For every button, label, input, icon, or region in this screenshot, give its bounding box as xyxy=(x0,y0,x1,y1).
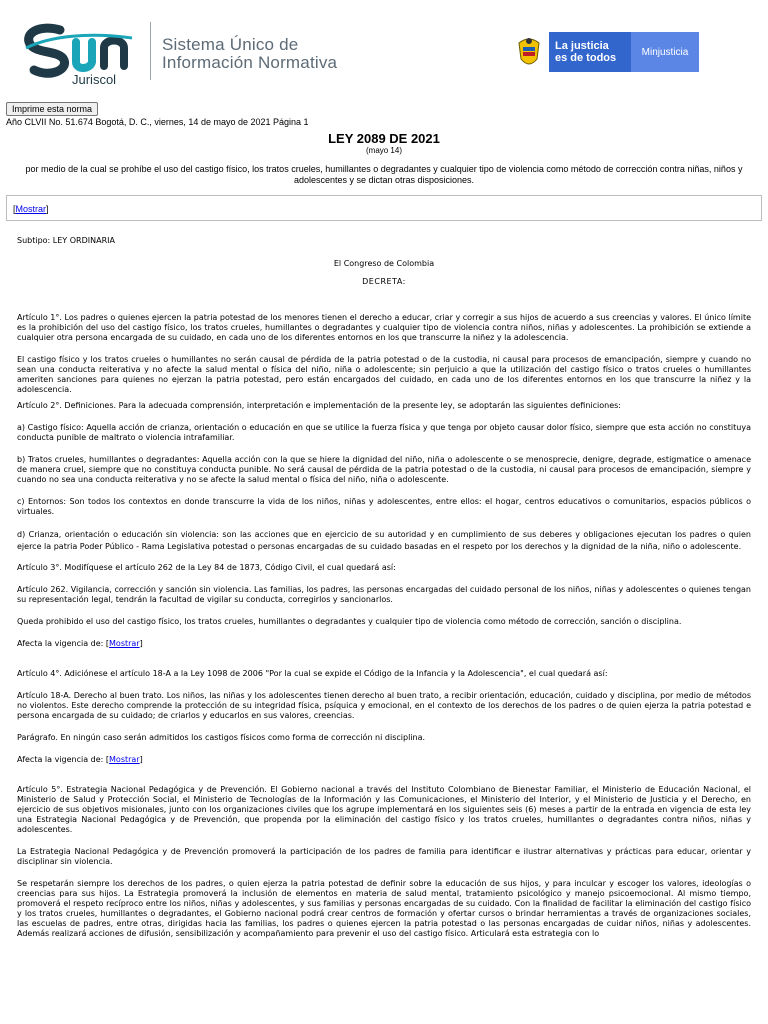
definition-c: c) Entornos: Son todos los contextos en donde transcurre la vida de los niños, niñas y adolescentes, entre ellos: el hogar, centros educativos o comunitarios, espacios públicos o virtuales. xyxy=(17,497,751,516)
show-details-link[interactable]: Mostrar xyxy=(15,204,47,214)
law-date: (mayo 14) xyxy=(365,146,402,155)
article-2: Artículo 2°. Definiciones. Para la adecuada comprensión, interpretación e implementación de la presente ley, se adoptarán las siguientes definiciones: xyxy=(17,401,621,410)
article-18a: Artículo 18-A. Derecho al buen trato. Los niños, las niñas y los adolescentes tienen derecho al buen trato, a recibir orientación, educación, cuidado y disciplina, por medio de métodos no violentos. Este derecho comprende la protección de su integridad física, psíquica y emocional, en el contexto de los derechos de los padres o de quien ejerza la patria potestad e persona encargada de su cuidado; de criarlos y educarlos en sus valores, creencias. xyxy=(17,691,751,720)
issuer: El Congreso de Colombia xyxy=(333,259,435,268)
gov-slogan-line2: es de todos xyxy=(555,52,617,64)
system-name-line2: Información Normativa xyxy=(162,53,338,72)
definition-a: a) Castigo físico: Aquella acción de crianza, orientación o educación en que se utilice la fuerza física y que tenga por objeto causar dolor físico, siempre que esta acción no constituya conducta punible de maltrato o violencia intrafamiliar. xyxy=(17,423,751,442)
details-box: [Mostrar] xyxy=(6,195,762,221)
law-title: LEY 2089 DE 2021 xyxy=(328,131,440,146)
article-4: Artículo 4°. Adiciónese el artículo 18-A a la Ley 1098 de 2006 "Por la cual se expide el Código de la Infancia y la Adolescencia", el cual quedará así: xyxy=(17,669,608,678)
system-name-line1: Sistema Único de xyxy=(162,35,299,54)
gov-slogan-line1: La justicia xyxy=(555,40,609,52)
ministry-label: Minjusticia xyxy=(631,32,699,72)
law-body xyxy=(17,236,751,939)
subtype: Subtipo: LEY ORDINARIA xyxy=(17,236,115,245)
article-1: Artículo 1°. Los padres o quienes ejercen la patria potestad de los menores tienen el derecho a educar, criar y corregir a sus hijos de acuerdo a sus creencias y valores. El único límite es la prohibición del uso del castigo físico, los tratos crueles, humillantes o degradantes y cualquier tipo de violencia contra niños, niñas y adolescentes. La prohibición se extiende a cualquier otra persona encargada de su cuidado, en cada uno de los diferentes entornos en los que transcurre la niñez y la adolescencia. xyxy=(17,313,751,342)
law-epigraph: por medio de la cual se prohíbe el uso del castigo físico, los tratos crueles, humillantes o degradantes y cualquier tipo de violencia como método de corrección contra niñas, niños y adolescentes y se dictan otras disposiciones. xyxy=(25,164,743,185)
logo-divider xyxy=(150,22,151,80)
affects-show-link-2[interactable]: Mostrar xyxy=(109,755,140,764)
article-262-prohibition: Queda prohibido el uso del castigo físico, los tratos crueles, humillantes o degradantes y cualquier tipo de violencia como método de corrección, sanción o disciplina. xyxy=(17,617,682,626)
article-1-paragraph-2: El castigo físico y los tratos crueles o humillantes no serán causal de pérdida de la patria potestad o de la custodia, ni causal para procesos de emancipación, siempre y cuando no sean una conducta reiterativa y no afecte la salud mental o física del niño, niña o adolescente; sin perjuicio a que la utilización del castigo físico o tratos crueles o humillantes ameriten sanciones para quienes no ejerzan la patria potestad, pero están encargados del cuidado, en cada uno de los diferentes entornos en los que transcurre la niñez y la adolescencia. xyxy=(17,355,751,394)
definition-d: d) Crianza, orientación o educación sin violencia: son las acciones que en ejercicio de su autoridad y en cumplimiento de sus deberes y obligaciones ejecutan los padres o quien ejerce la patria Poder Público - Rama Legislativa potestad o personas encargadas de su cuidado basadas en el respeto por los derechos y la dignidad de la niña, niño o adolescente. xyxy=(17,530,751,551)
system-name xyxy=(162,36,337,72)
decree-word: DECRETA: xyxy=(362,277,406,286)
affects-line-1: Afecta la vigencia de: [Mostrar] xyxy=(17,639,143,648)
print-button[interactable]: Imprime esta norma xyxy=(6,102,98,116)
government-badge[interactable] xyxy=(509,32,699,72)
paragraph-note: Parágrafo. En ningún caso serán admitidos los castigos físicos como forma de corrección ni disciplina. xyxy=(17,733,426,742)
site-header xyxy=(0,0,768,100)
gazette-line: Año CLVII No. 51.674 Bogotá, D. C., viernes, 14 de mayo de 2021 Página 1 xyxy=(6,117,309,127)
affects-line-2: Afecta la vigencia de: [Mostrar] xyxy=(17,755,143,764)
juriscol-logo[interactable] xyxy=(20,18,140,88)
coat-of-arms-icon xyxy=(509,32,549,72)
definition-b: b) Tratos crueles, humillantes o degradantes: Aquella acción con la que se hiere la dignidad del niño, niña o adolescente o se menosprecie, denigre, degrade, estigmatice o amenace de manera cruel, siempre que no constituya conducta punible. No será causal de pérdida de la patria potestad o de la custodia, ni causal para procesos de emancipación, siempre y cuando no sea una conducta reiterativa y no se afecte la salud mental o física del niño, niña o adolescente. xyxy=(17,455,751,484)
article-5-paragraph-3: Se respetarán siempre los derechos de los padres, o quien ejerza la patria potestad de definir sobre la educación de sus hijos, y para inculcar y escoger los valores, ideologías o creencias para sus hijos. La Estrategia promoverá la inclusión de elementos en materia de salud mental, tratamiento psicológico y manejo psicoemocional. Al mismo tiempo, promoverá el respeto recíproco entre los niños, niñas y adolescentes, y sus familias y personas encargadas de su cuidado. Con la finalidad de facilitar la eliminación del castigo físico y los tratos crueles, humillantes o degradantes, el Gobierno nacional podrá crear centros de formación y ofertar cursos o brindar herramientas a través de organizaciones sociales, las escuelas de padres, entre otras, dirigidas hacia las familias, los padres o quienes ejercen la patria potestad o las personas encargadas de cuidar niños, niñas y adolescentes. Además realizará acciones de difusión, sensibilización y acompañamiento para prevenir el uso del castigo físico. Articulará esta estrategia con lo xyxy=(17,879,751,938)
gov-slogan xyxy=(549,32,631,72)
article-5-paragraph-2: La Estrategia Nacional Pedagógica y de Prevención promoverá la participación de los padres de familia para identificar e ilustrar alternativas y prácticas para educar, orientar y disciplinar sin violencia. xyxy=(17,847,751,866)
article-3: Artículo 3°. Modifíquese el artículo 262 de la Ley 84 de 1873, Código Civil, el cual quedará así: xyxy=(17,563,396,572)
logo-sub-text: Juriscol xyxy=(72,72,117,87)
affects-show-link-1[interactable]: Mostrar xyxy=(109,639,140,648)
article-5: Artículo 5°. Estrategia Nacional Pedagógica y de Prevención. El Gobierno nacional a través del Instituto Colombiano de Bienestar Familiar, el Ministerio de Educación Nacional, el Ministerio de Salud y Protección Social, el Ministerio de Tecnologías de la Información y las Comunicaciones, el Ministerio del Interior, y el Ministerio de Justicia y el Derecho, en ejercicio de sus objetivos misionales, junto con los organizaciones civiles que los agrupe implementará en los siguientes seis (6) meses a partir de la entrada en vigencia de esta ley una Estrategia Nacional Pedagógica y de Prevención, que propenda por la eliminación del castigo físico y los tratos crueles, humillantes o degradantes contra niños, niñas y adolescentes. xyxy=(17,785,751,834)
article-262: Artículo 262. Vigilancia, corrección y sanción sin violencia. Las familias, los padres, las personas encargadas del cuidado personal de los niños, niñas y adolescentes o quienes tengan su representación legal, tendrán la facultad de vigilar su conducta, corregirlos y sancionarlos. xyxy=(17,585,751,604)
